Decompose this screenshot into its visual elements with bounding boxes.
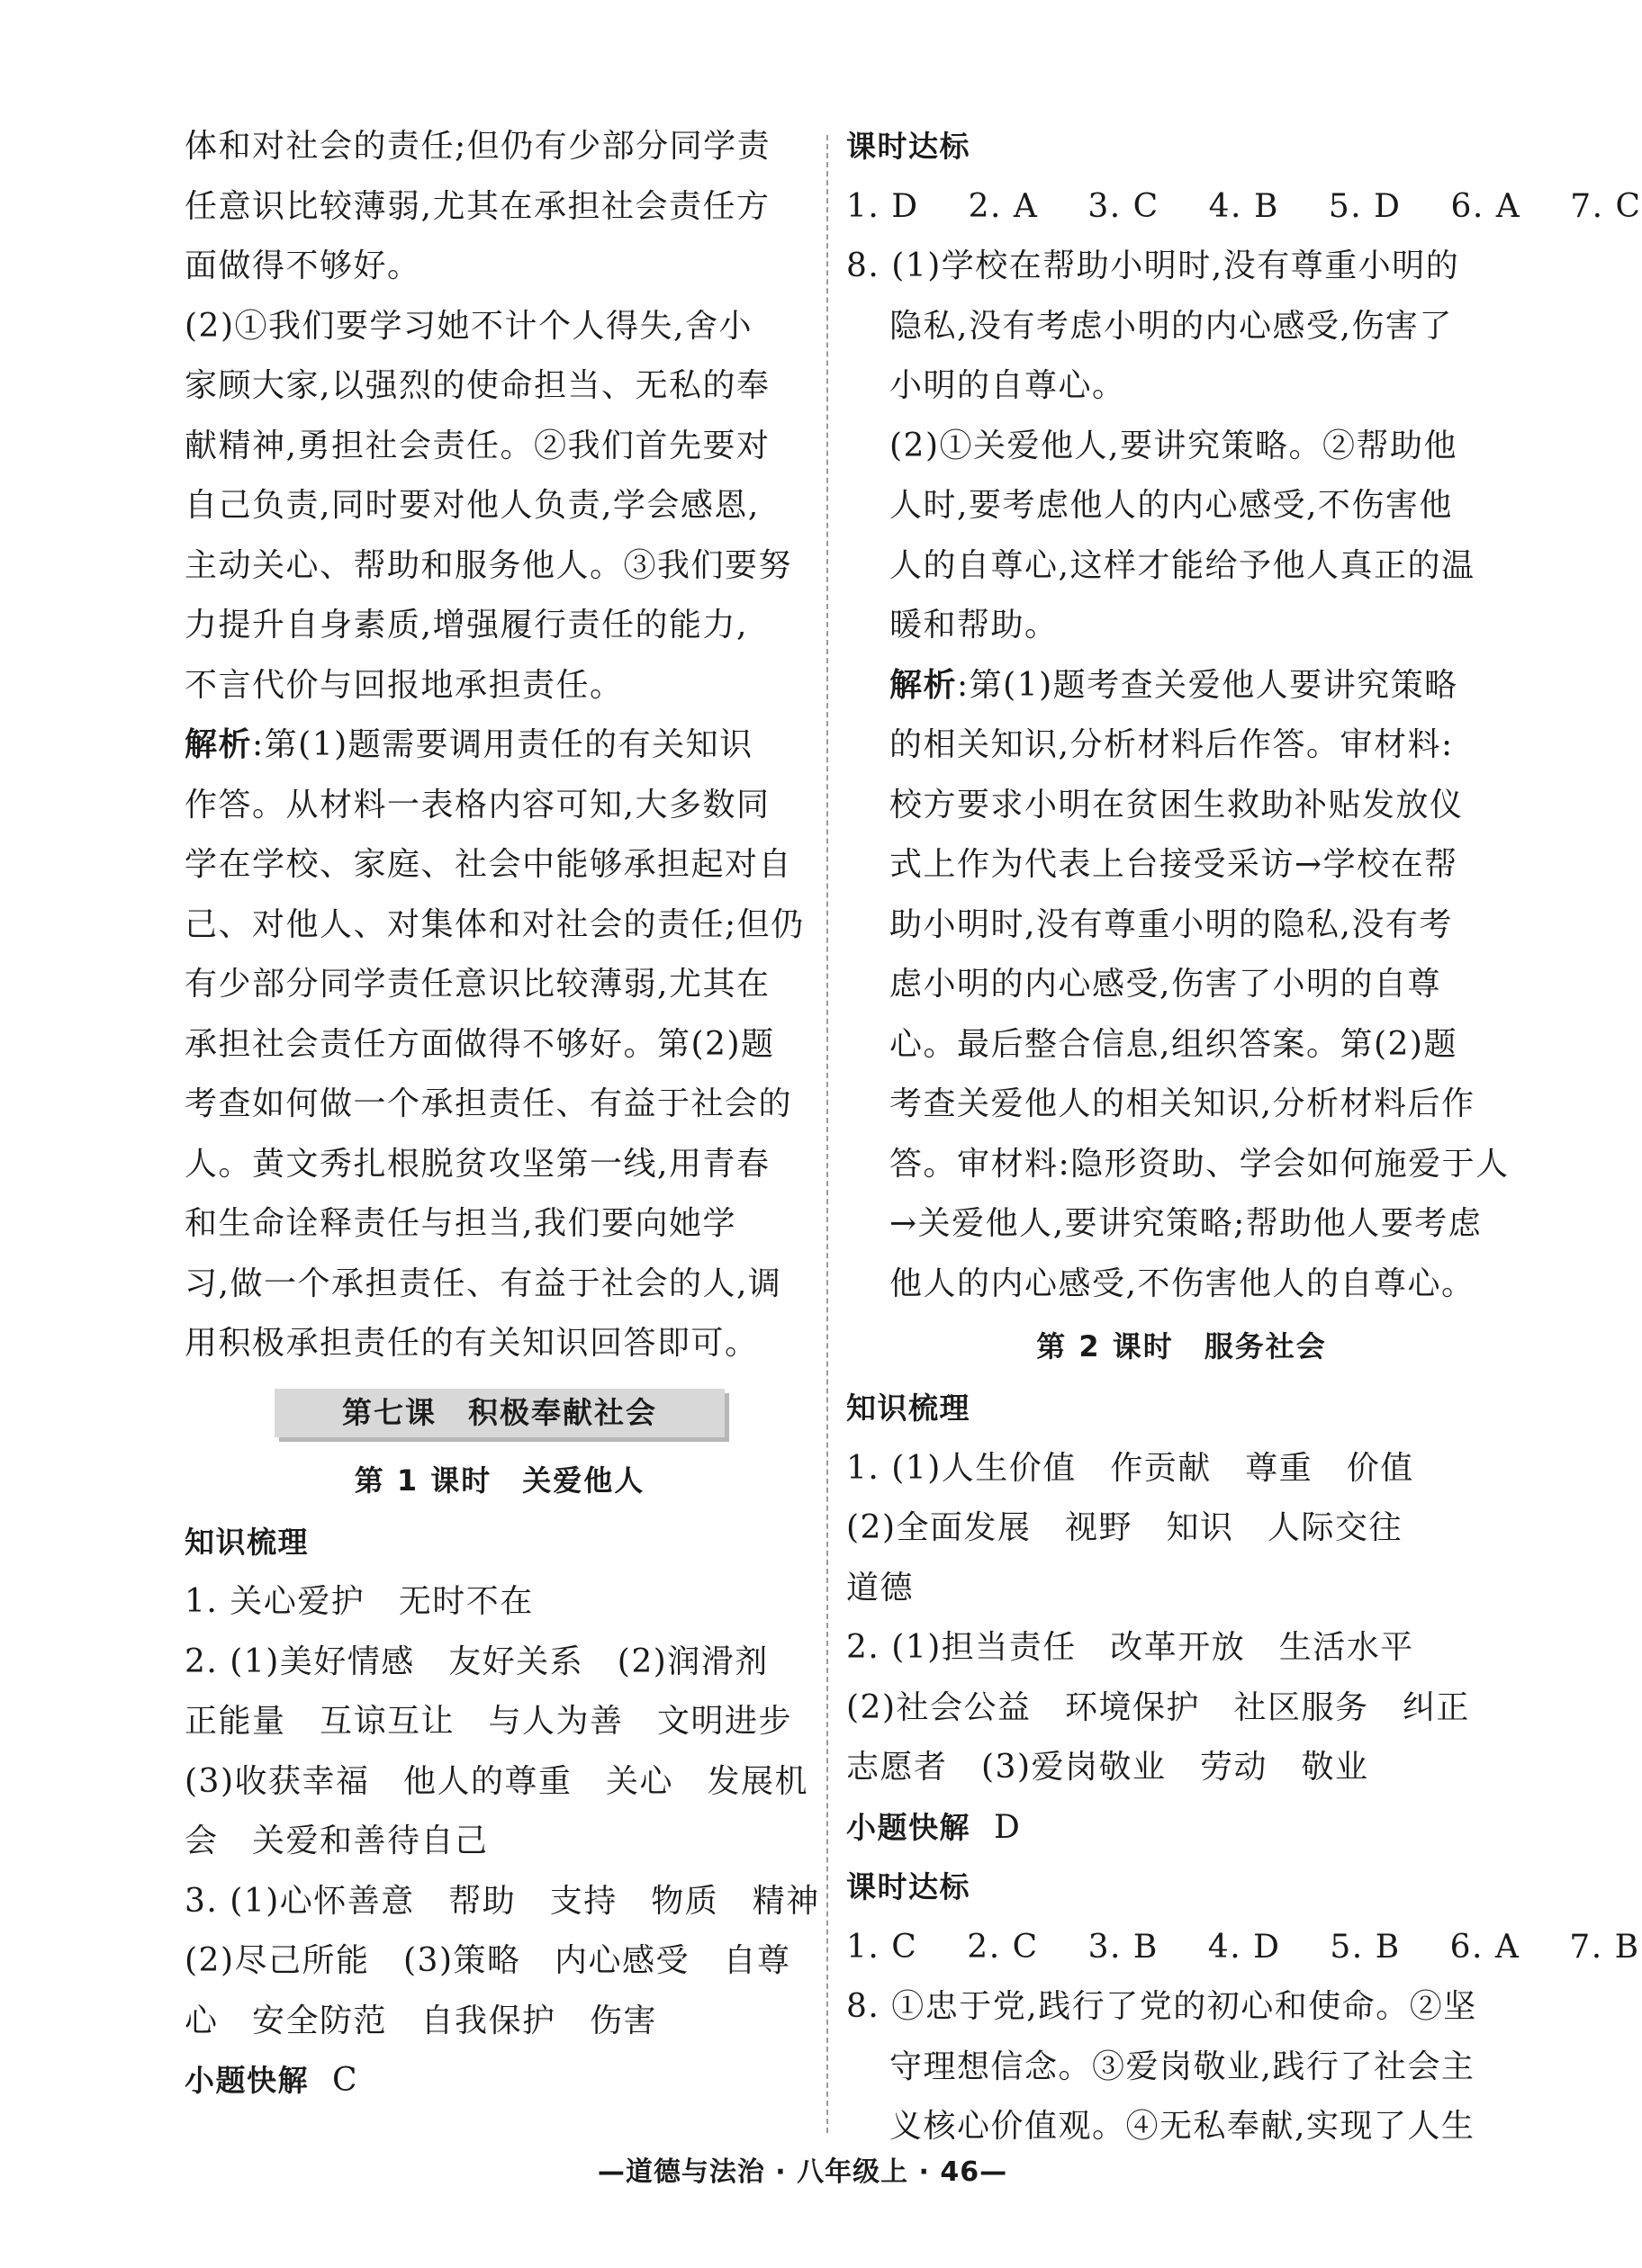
text-line: 作答。从材料一表格内容可知,大多数同: [185, 786, 771, 824]
text-line: 2. (1)担当责任 改革开放 生活水平: [846, 1629, 1414, 1666]
text-line: 人的自尊心,这样才能给予他人真正的温: [889, 546, 1475, 584]
text-line: 承担社会责任方面做得不够好。第(2)题: [185, 1025, 775, 1063]
text-line: 心。最后整合信息,组织答案。第(2)题: [889, 1025, 1457, 1063]
text-line: 守理想信念。③爱岗敬业,践行了社会主: [889, 2048, 1475, 2085]
quick-answer: D: [994, 1808, 1022, 1846]
text-line: (2)①关爱他人,要讲究策略。②帮助他: [889, 427, 1457, 464]
mc-answer: 5. D: [1328, 187, 1402, 225]
analysis-text: :第(1)题考查关爱他人要讲究策略: [957, 666, 1458, 704]
knowledge-label: 知识梳理: [846, 1390, 970, 1426]
text-line: (2)全面发展 视野 知识 人际交往: [846, 1509, 1403, 1546]
mc-answer: 7. C: [1570, 187, 1642, 225]
quick-answer-line: [846, 1798, 1517, 1858]
text-line: 力提升自身素质,增强履行责任的能力,: [185, 607, 748, 644]
text-line: 自己负责,同时要对他人负责,学会感恩,: [185, 487, 760, 524]
quick-label: 小题快解: [846, 1809, 970, 1845]
text-line: 正能量 互谅互让 与人为善 文明进步: [185, 1703, 793, 1740]
text-line: 1. 关心爱护 无时不在: [185, 1583, 534, 1620]
text-line: 校方要求小明在贫困生救助补贴发放仪: [889, 786, 1464, 824]
text-line: [846, 656, 1517, 716]
text-line: 8. (1)学校在帮助小明时,没有尊重小明的: [846, 248, 1460, 284]
text-line: (3)收获幸福 他人的尊重 关心 发展机: [185, 1762, 808, 1800]
mc-answer: 7. B: [1569, 1928, 1640, 1966]
mc-answer: 2. C: [967, 1928, 1039, 1966]
text-line: 式上作为代表上台接受采访→学校在帮: [889, 846, 1458, 883]
analysis-block: [185, 716, 815, 1374]
answer-continuation: [185, 117, 815, 716]
analysis-text: :第(1)题需要调用责任的有关知识: [252, 726, 753, 763]
mc-answer: 5. B: [1330, 1928, 1401, 1966]
text-line: 人。黄文秀扎根脱贫攻坚第一线,用青春: [185, 1145, 771, 1183]
left-column: [185, 117, 820, 2111]
drill-label: 课时达标: [846, 129, 970, 164]
text-line: 小明的自尊心。: [889, 367, 1126, 404]
text-line: 的相关知识,分析材料后作答。审材料:: [889, 726, 1454, 763]
knowledge-label: 知识梳理: [185, 1524, 309, 1560]
text-line: (2)①我们要学习她不计个人得失,舍小: [185, 307, 753, 345]
text-line: 主动关心、帮助和服务他人。③我们要努: [185, 546, 793, 584]
text-line: 义核心价值观。④无私奉献,实现了人生: [889, 2108, 1475, 2145]
text-line: 答。审材料:隐形资助、学会如何施爱于人: [889, 1145, 1510, 1183]
text-line: 8. ①忠于党,践行了党的初心和使命。②坚: [846, 1988, 1477, 2025]
analysis-label: 解析: [185, 726, 253, 763]
text-line: 2. (1)美好情感 友好关系 (2)润滑剂: [185, 1642, 769, 1680]
text-line: 面做得不够好。: [185, 248, 421, 284]
text-line: 考查如何做一个承担责任、有益于社会的: [185, 1085, 793, 1122]
text-line: 体和对社会的责任;但仍有少部分同学责: [185, 128, 771, 165]
text-line: 他人的内心感受,不伤害他人的自尊心。: [889, 1264, 1475, 1302]
text-line: 暖和帮助。: [889, 607, 1059, 644]
text-line: 会 关爱和善待自己: [185, 1822, 489, 1859]
mc-answers: [846, 177, 1642, 238]
text-line: (2)尽己所能 (3)策略 内心感受 自尊: [185, 1942, 791, 1979]
text-line: 考查关爱他人的相关知识,分析材料后作: [889, 1085, 1475, 1122]
section-title: 第 1 课时 关爱他人: [354, 1462, 645, 1498]
text-line: 有少部分同学责任意识比较薄弱,尤其在: [185, 966, 771, 1003]
text-line: 人时,要考虑他人的内心感受,不伤害他: [889, 487, 1453, 524]
text-line: 献精神,勇担社会责任。②我们首先要对: [185, 427, 771, 464]
mc-answer: 3. B: [1087, 1928, 1159, 1966]
analysis-label: 解析: [889, 666, 958, 704]
mc-answer: 1. C: [846, 1928, 918, 1966]
text-line: 3. (1)心怀善意 帮助 支持 物质 精神: [185, 1882, 820, 1920]
text-line: (2)社会公益 环境保护 社区服务 纠正: [846, 1688, 1470, 1726]
quick-answer: C: [332, 2062, 359, 2099]
text-line: 习,做一个承担责任、有益于社会的人,调: [185, 1264, 782, 1302]
text-line: 1. (1)人生价值 作贡献 尊重 价值: [846, 1449, 1414, 1487]
mc-answer: 6. A: [1450, 187, 1521, 225]
mc-answer: 4. B: [1208, 187, 1279, 225]
lesson-heading: 第七课 积极奉献社会: [275, 1389, 725, 1437]
mc-answer: 2. A: [968, 187, 1039, 225]
quick-answer-line: [185, 2051, 815, 2111]
mc-answers: [846, 1918, 1640, 1978]
mc-answer: 3. C: [1087, 187, 1159, 225]
text-line: 隐私,没有考虑小明的内心感受,伤害了: [889, 307, 1453, 345]
text-line: 助小明时,没有尊重小明的隐私,没有考: [889, 905, 1453, 943]
right-column: [846, 117, 1642, 2157]
text-line: 志愿者 (3)爱岗敬业 劳动 敬业: [846, 1749, 1369, 1786]
text-line: 不言代价与回报地承担责任。: [185, 666, 624, 704]
text-line: →关爱他人,要讲究策略;帮助他人要考虑: [889, 1205, 1483, 1242]
text-line: 虑小明的内心感受,伤害了小明的自尊: [889, 966, 1441, 1003]
drill-label: 课时达标: [846, 1869, 970, 1904]
text-line: 任意识比较薄弱,尤其在承担社会责任方: [185, 187, 771, 225]
mc-answer: 6. A: [1449, 1928, 1520, 1966]
text-line: 学在学校、家庭、社会中能够承担起对自: [185, 846, 793, 883]
text-line: 道德: [846, 1569, 915, 1606]
text-line: [185, 716, 815, 776]
text-line: 家顾大家,以强烈的使命担当、无私的奉: [185, 367, 771, 404]
text-line: 己、对他人、对集体和对社会的责任;但仍: [185, 905, 805, 943]
quick-label: 小题快解: [185, 2063, 309, 2098]
page-footer: —道德与法治 · 八年级上 · 46—: [597, 2156, 1008, 2188]
mc-answer: 4. D: [1207, 1928, 1281, 1966]
text-line: 用积极承担责任的有关知识回答即可。: [185, 1325, 759, 1362]
mc-answer: 1. D: [846, 187, 919, 225]
column-divider: [826, 135, 828, 2133]
section-title: 第 2 课时 服务社会: [1036, 1329, 1327, 1364]
text-line: 心 安全防范 自我保护 伤害: [185, 2002, 658, 2039]
text-line: 和生命诠释责任与担当,我们要向她学: [185, 1205, 736, 1242]
